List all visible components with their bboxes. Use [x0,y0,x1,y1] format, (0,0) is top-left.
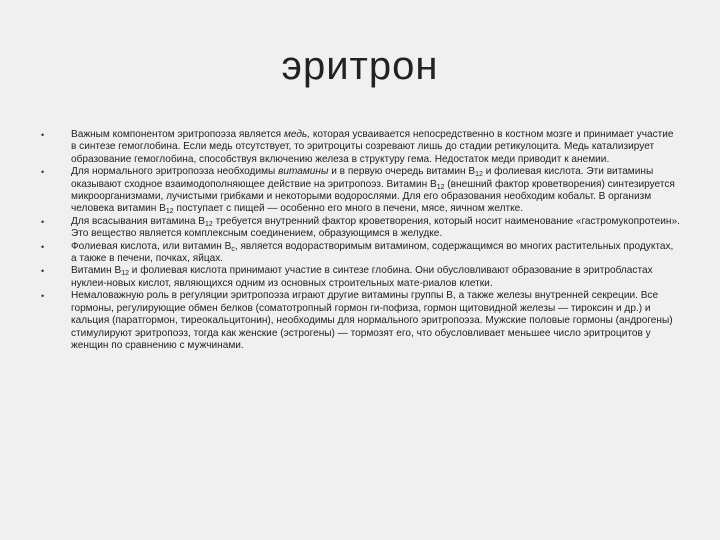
bullet-icon: • [41,241,45,252]
bullet-item: • Фолиевая кислота, или витамин $В_с$, является водорастворимым витамином, содержащимся во многих растительных продуктах, а также в печени, почках, яйцах. [41,240,674,265]
bullet-list [41,129,680,352]
slide-title: эритрон [281,44,439,88]
bullet-icon: • [41,130,45,140]
bullet-item: • Витамин $В_{12}$ и фолиевая кислота принимают участие в синтезе глобина. Они обусловливают образование в эритробластах нуклеи-новых кислот, являющихся одним из основных строительных мате-риалов клетки. [41,265,653,289]
bullet-icon: • [41,216,45,227]
bullet-item: • Важным компонентом эритропоэза является медь, которая усваивается непосредственно в костном мозге и принимает участие в синтезе гемоглобина. Если медь отсутствует, то эритроциты созревают лишь до стадии ретикулоцита. Медь катализирует образование гемоглобина, способствуя включению железа в структуру гема. Недостаток меди приводит к анемии. [41,129,674,165]
bullet-icon: • [41,291,45,302]
bullet-icon: • [41,167,45,178]
bullet-item: • Для нормального эритропоэза необходимы витамины и в первую очередь витамин $В_{12}$ и фолиевая кислота. Эти витамины оказывают сходное взаимодополняющее действие на эритропоэз. Витамин $В_{12}$ (внешний фактор кроветворения) синтезируется микроорганизмами, лучистыми грибками и некоторыми водорослями. Для его образования необходим кобальт. В организм человека витамин $В_{12}$ поступает с пищей — особенно его много в печени, мясе, яичном желтке. [41,166,675,216]
bullet-item: • Для всасывания витамина $В_{12}$ требуется внутренний фактор кроветворения, который носит наименование «гастромукопротеин». Это вещество является комплексным соединением, образующимся в желудке. [41,215,680,240]
bullet-item: • Немаловажную роль в регуляции эритропоэза играют другие витамины группы В, а также железы внутренней секреции. Все гормоны, регулирующие обмен белков (соматотропный гормон ги-пофиза, гормон щитовидной железы — тироксин и др.) и кальция (паратгормон, тиреокальцитонин), необходимы для нормального эритропоэза. Мужские половые гормоны (андрогены) стимулируют эритропоэз, тогда как женские (эстрогены) — тормозят его, что обусловливает меньшее число эритроцитов у женщин по сравнению с мужчинами. [41,290,673,351]
bullet-icon: • [41,266,45,277]
